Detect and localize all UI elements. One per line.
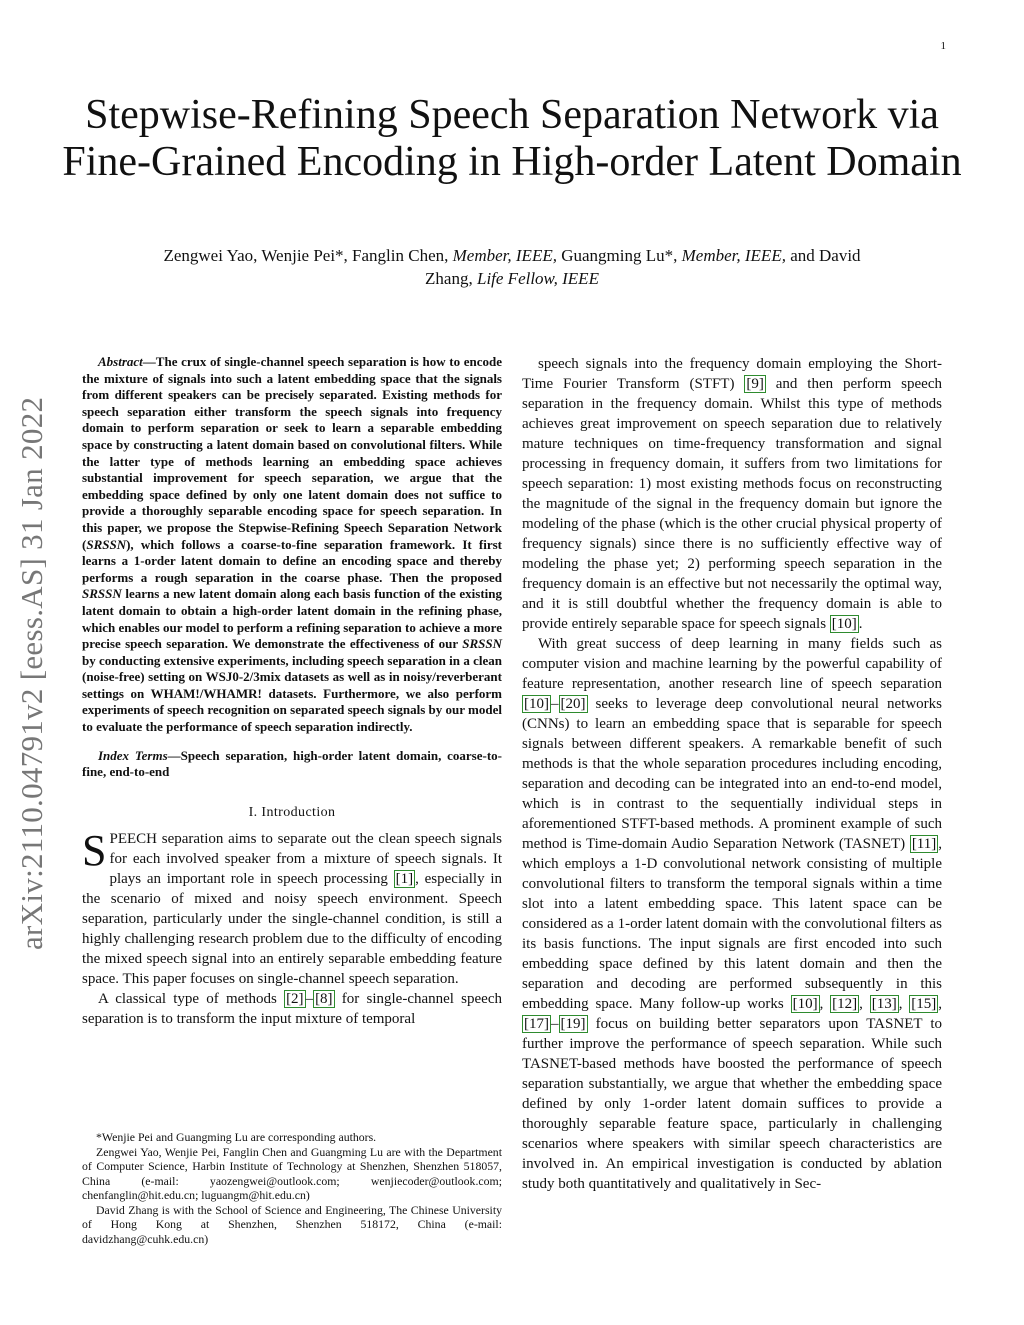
body-text: A classical type of methods [98, 990, 285, 1007]
body-text: – [551, 1016, 559, 1032]
model-name: SRSSN [82, 586, 122, 602]
index-terms [82, 748, 502, 781]
body-text: for single-channel speech separation is to transform the input mixture of temporal [82, 990, 502, 1027]
body-text: , [819, 996, 831, 1012]
body-text: , especially in the scenario of mixed and noisy speech environment. Speech separation, particularly under the single-channel condition, is still a highly challenging research problem due to the difficulty of encoding the mixed speech signal into an entirely separable embedding feature space. This paper focuses on single-channel speech separation. [82, 870, 502, 987]
authors-names-2: Guangming Lu*, [561, 246, 678, 265]
abstract-text: —The crux of single-channel speech separation is how to encode the mixture of signals into such a latent embedding space that the signals from different speakers can be precisely separated. Existing methods for speech separation either transform the speech signals into frequency domain to perform separation or seek to learn a separable embedding space by constructing a latent domain based on convolutional filters. While the latter type of methods learning an embedding space achieves substantial improvement for speech separation, we argue that the embedding space defined by only one latent domain does not suffice to provide a thoroughly separable encoding space for speech separation. In this paper, we propose the Stepwise-Refining Speech Separation Network ( [82, 354, 502, 552]
citation-link[interactable]: [9] [746, 376, 764, 392]
abstract [82, 354, 502, 736]
index-terms-text: —Speech separation, high-order latent domain, coarse-to-fine, end-to-end [82, 747, 503, 780]
body-text: focus on building better separators upon TASNET to further improve the performance of speech separation. While such TASNET-based methods have boosted the performance of speech separation substantially, we argue that whether the embedding space defined by only 1-order latent domain suffices to provide a thoroughly separable feature space, particularly in challenging scenarios where speakers with similar speech characteristics are involved in. An empirical investigation is conducted by ablation study both quantitatively and qualitatively in Sec- [522, 1016, 942, 1192]
page-number: 1 [940, 40, 946, 52]
abstract-text: learns a new latent domain along each basis function of the existing latent domain to obtain a high-order latent domain in the refining phase, which enables our model to perform a refining separation to achieve a more precise speech separation. We demonstrate the effectiveness of our [82, 586, 502, 652]
body-text: , [898, 996, 910, 1012]
authors-names-3: and David [790, 246, 861, 265]
citation-link[interactable]: [10] [524, 696, 549, 712]
authors-affil-2: Member, IEEE, [681, 246, 786, 265]
body-text: PEECH separation aims to separate out the clean speech signals for each involved speaker from a mixture of speech signals. It plays an important role in speech processing [109, 830, 502, 887]
arxiv-stamp: arXiv:2110.04791v2 [eess.AS] 31 Jan 2022 [14, 396, 49, 950]
intro-paragraph-1 [82, 825, 502, 989]
body-text: – [305, 990, 314, 1007]
citation-link[interactable]: [10] [792, 996, 818, 1012]
abstract-text: ), which follows a coarse-to-fine separation framework. It first learns a 1-order latent domain to define an encoding space and thereby performs a rough separation in the coarse phase. Then the proposed [82, 536, 502, 585]
author-list [90, 244, 934, 290]
abstract-text: by conducting extensive experiments, including speech separation in a clean (noise-free) setting on WSJ0-2/3mix datasets as well as in noisy/reverberant settings on WHAM!/WHAMR! datasets. Furthermore, we also perform experiments of speech recognition on separated speech signals by our model to evaluate the performance of speech separation indirectly. [82, 652, 502, 735]
model-name: SRSSN [462, 636, 502, 652]
footnote-affiliation-2: David Zhang is with the School of Science and Engineering, The Chinese University of Hong Kong at Shenzhen, Shenzhen 518172, China (e-mail: davidzhang@cuhk.edu.cn) [82, 1202, 502, 1246]
authors-names-1: Zengwei Yao, Wenjie Pei*, Fanglin Chen, [163, 246, 449, 265]
right-paragraph-2 [522, 634, 942, 1194]
citation-link[interactable]: [1] [395, 870, 414, 887]
body-text: seeks to leverage deep convolutional neural networks (CNNs) to learn an embedding space that is separable for speech signals between different speakers. A remarkable benefit of such methods is that the whole separation procedures including encoding, separation and decoding can be integrated into an end-to-end model, which is in contrast to the sequentially individual steps in aforementioned STFT-based methods. A prominent example of such method is Time-domain Audio Separation Network (TASNET) [522, 696, 942, 852]
citation-link[interactable]: [17] [524, 1016, 549, 1032]
footnotes [82, 1130, 502, 1246]
citation-link[interactable]: [13] [871, 996, 897, 1012]
citation-link[interactable]: [11] [911, 836, 937, 852]
citation-link[interactable]: [12] [832, 996, 858, 1012]
body-text: and then perform speech separation in the frequency domain. Whilst this type of methods achieves great improvement on speech separation due to relatively mature techniques on time-frequency transformation and signal processing in frequency domain, it suffers from two limitations for speech separation: 1) most existing methods focus on reconstructing the magnitude of the signal in the frequency domain but ignore the modeling of the phase (which is the other crucial physical property of frequency signals) since there is no sufficiently effective way of modeling the phase yet; 2) performing speech separation in the frequency domain is an effective but not necessarily the optimal way, and it is still doubtful whether the frequency domain is able to provide entirely separable space for speech signals [522, 376, 942, 632]
citation-link[interactable]: [10] [831, 616, 857, 632]
citation-link[interactable]: [19] [560, 1016, 586, 1032]
footnote-affiliation-1: Zengwei Yao, Wenjie Pei, Fanglin Chen and Guangming Lu are with the Department of Computer Science, Harbin Institute of Technology at Shenzhen, Shenzhen 518057, China (e-mail: yaozengwei@outlook.com; wenjiecoder@outlook.com; chenfanglin@hit.edu.cn; luguangm@hit.edu.cn) [82, 1144, 502, 1202]
body-text: speech signals into the frequency domain employing the Short-Time Fourier Transform (STFT) [522, 356, 942, 392]
right-paragraph-1 [522, 354, 942, 634]
body-text: , [938, 996, 943, 1012]
intro-paragraph-2 [82, 989, 502, 1029]
body-text: With great success of deep learning in many fields such as computer vision and machine learning by the powerful capability of feature representation, another research line of speech separation [522, 636, 942, 692]
paper-title: Stepwise-Refining Speech Separation Network via Fine-Grained Encoding in High-order Latent Domain [62, 92, 962, 185]
citation-link[interactable]: [15] [911, 996, 937, 1012]
drop-cap: S [82, 825, 107, 875]
authors-names-4: Zhang, [425, 269, 473, 288]
body-text: , [859, 996, 870, 1012]
abstract-label: Abstract [98, 354, 143, 369]
citation-link[interactable]: [20] [560, 696, 586, 712]
index-terms-label: Index Terms [98, 747, 168, 763]
body-text: . [858, 616, 863, 632]
authors-affil-1: Member, IEEE, [452, 246, 557, 265]
authors-affil-3: Life Fellow, IEEE [476, 269, 599, 288]
body-text: – [551, 696, 559, 712]
section-heading: I. Introduction [248, 804, 336, 820]
footnote-corresponding: *Wenjie Pei and Guangming Lu are corresponding authors. [96, 1130, 377, 1144]
left-column [82, 354, 502, 1029]
model-name: SRSSN [86, 536, 127, 552]
body-text: , which employs a 1-D convolutional network consisting of multiple convolutional filters to transform the temporal signals within a time slot into a latent embedding space. This latent space can be considered as a 1-order latent domain with the convolutional filters as its basis functions. The input signals are first encoded into such embedding space defined by this latent domain and then the separation and decoding are performed subsequently in this embedding space. Many follow-up works [522, 836, 942, 1012]
citation-link[interactable]: [8] [315, 990, 333, 1007]
citation-link[interactable]: [2] [286, 990, 304, 1007]
right-column [522, 354, 942, 1194]
